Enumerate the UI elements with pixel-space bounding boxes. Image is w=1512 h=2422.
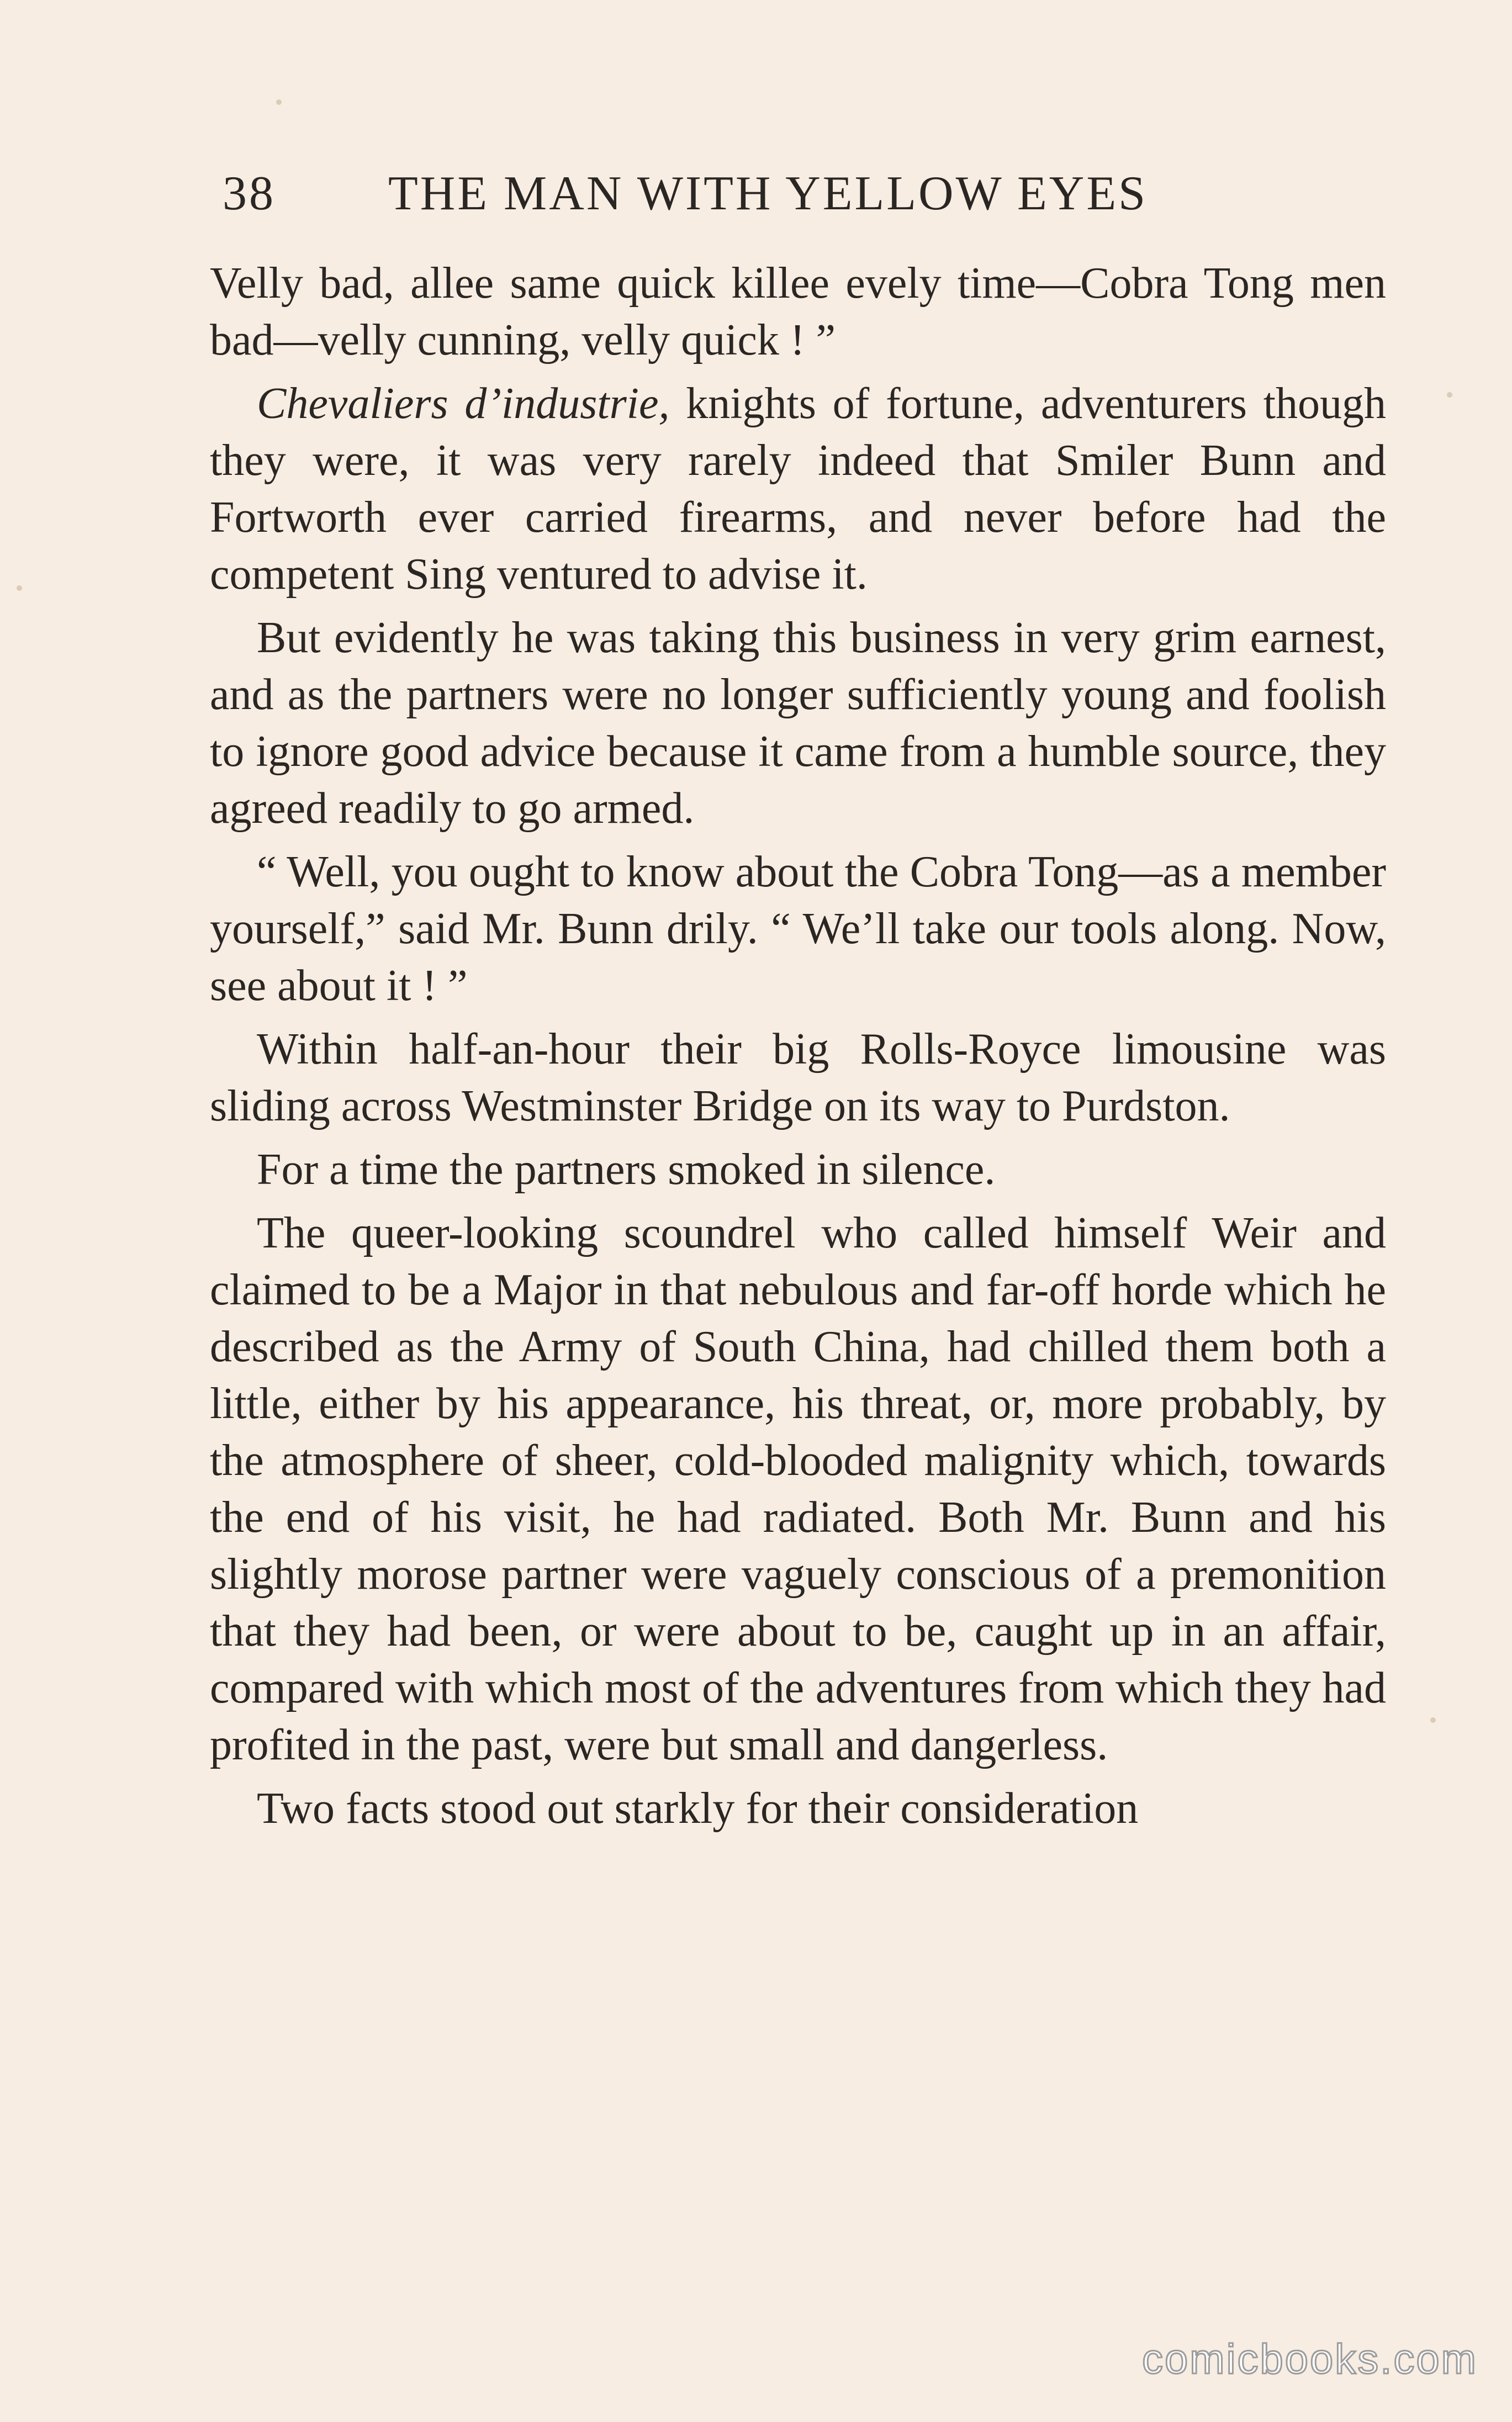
paragraph: Two facts stood out starkly for their consideration bbox=[257, 1784, 1139, 1833]
italic-phrase: Chevaliers d’industrie, bbox=[257, 379, 670, 428]
paper-speck bbox=[1430, 1717, 1436, 1723]
body-text bbox=[210, 255, 1386, 1844]
running-head-title: THE MAN WITH YELLOW EYES bbox=[388, 167, 1148, 220]
paper-speck bbox=[276, 99, 282, 105]
paragraph: Velly bad, allee same quick killee evely time—Cobra Tong men bad—velly cunning, velly quick ! ” bbox=[210, 259, 1386, 364]
paper-speck bbox=[1447, 392, 1452, 398]
page-number: 38 bbox=[223, 167, 276, 220]
paragraph: The queer-looking scoundrel who called himself Weir and claimed to be a Major in that nebulous and far-off horde which he described as the Army of South China, had chilled them both a little, either by his appearance, his threat, or, more probably, by the atmosphere of sheer, cold-blooded malignity which, towards the end of his visit, he had radiated. Both Mr. Bunn and his slightly morose partner were vaguely conscious of a premonition that they had been, or were about to be, caught up in an affair, compared with which most of the adventures from which they had profited in the past, were but small and dangerless. bbox=[210, 1209, 1386, 1769]
paragraph: Within half-an-hour their big Rolls-Royce limousine was sliding across Westminster Bridge on its way to Purdston. bbox=[210, 1025, 1386, 1130]
page-header bbox=[223, 166, 1250, 232]
paragraph bbox=[210, 376, 1386, 603]
paragraph: For a time the partners smoked in silence. bbox=[257, 1145, 996, 1194]
paragraph-text: knights of fortune, adventurers though they were, it was very rarely indeed that Smiler Bunn and Fortworth ever carried firearms, and never before had the competent Sing ventured to advise it. bbox=[210, 379, 1386, 599]
paragraph: But evidently he was taking this business in very grim earnest, and as the partners were no longer sufficiently young and foolish to ignore good advice because it came from a humble source, they agreed readily to go armed. bbox=[210, 614, 1386, 833]
paragraph: “ Well, you ought to know about the Cobra Tong—as a member yourself,” said Mr. Bunn drily. “ We’ll take our tools along. Now, see about it ! ” bbox=[210, 848, 1386, 1010]
watermark: comicbooks.com bbox=[1142, 2336, 1478, 2383]
paper-speck bbox=[17, 585, 22, 591]
